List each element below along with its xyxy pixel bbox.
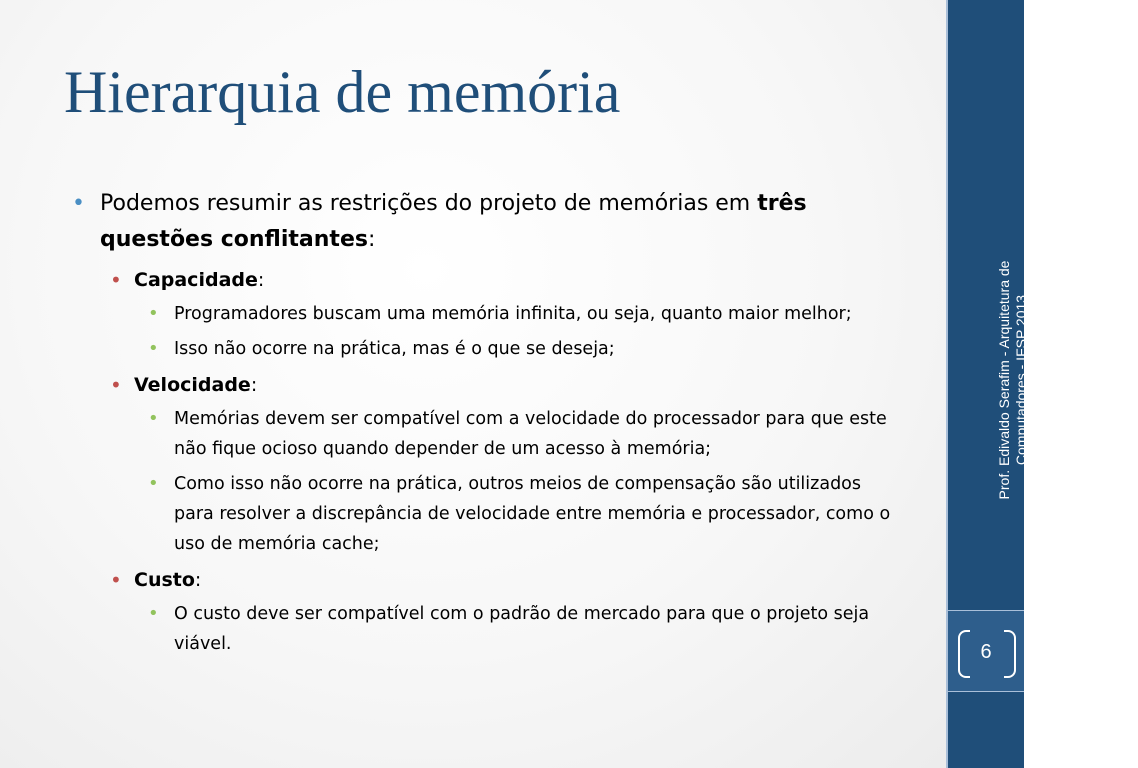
intro-text: Podemos resumir as restrições do projeto de memórias em [100,191,758,216]
bullet-dot-icon: • [72,191,85,216]
bullet-dot-icon: • [148,603,159,624]
page-number: 6 [980,640,992,663]
intro-bold: três questões conflitantes [100,191,807,252]
section-label: Capacidade [134,269,258,291]
bullet-dot-icon: • [148,473,159,494]
list-item-text: Isso não ocorre na prática, mas é o que se deseja; [174,339,615,359]
list-item-text: Como isso não ocorre na prática, outros meios de compensação são utilizados para resolver a discrepância de velocidade entre memória e processador, como o uso de memória cache; [174,474,891,554]
list-item [72,299,902,329]
list-item [72,334,902,364]
section-label: Custo [134,569,195,591]
footer-container [888,260,1138,500]
bullet-dot-icon: • [148,303,159,324]
slide-body [72,186,902,664]
section-velocidade: • Velocidade: [72,369,902,401]
bullet-dot-icon: • [110,568,122,592]
bullet-intro [72,186,902,258]
bullet-dot-icon: • [148,338,159,359]
section-custo: • Custo: [72,564,902,596]
bullet-dot-icon: • [148,408,159,429]
list-item-text: O custo deve ser compatível com o padrão de mercado para que o projeto seja viável. [174,604,870,654]
bullet-dot-icon: • [110,268,122,292]
list-item-text: Programadores buscam uma memória infinita, ou seja, quanto maior melhor; [174,304,852,324]
list-item [72,599,902,659]
slide-title: Hierarquia de memória [64,59,621,125]
intro-suffix: : [367,227,376,252]
list-item [72,404,902,464]
bullet-dot-icon: • [110,373,122,397]
slide-footer: Prof. Edivaldo Serafim - Arquitetura de Computadores - IFSP 2013 [996,260,1029,500]
list-item [72,469,902,559]
list-item-text: Memórias devem ser compatível com a velocidade do processador para que este não fique ocioso quando depender de um acesso à memória; [174,409,887,459]
section-label: Velocidade [134,374,251,396]
section-capacidade: • Capacidade: [72,264,902,296]
